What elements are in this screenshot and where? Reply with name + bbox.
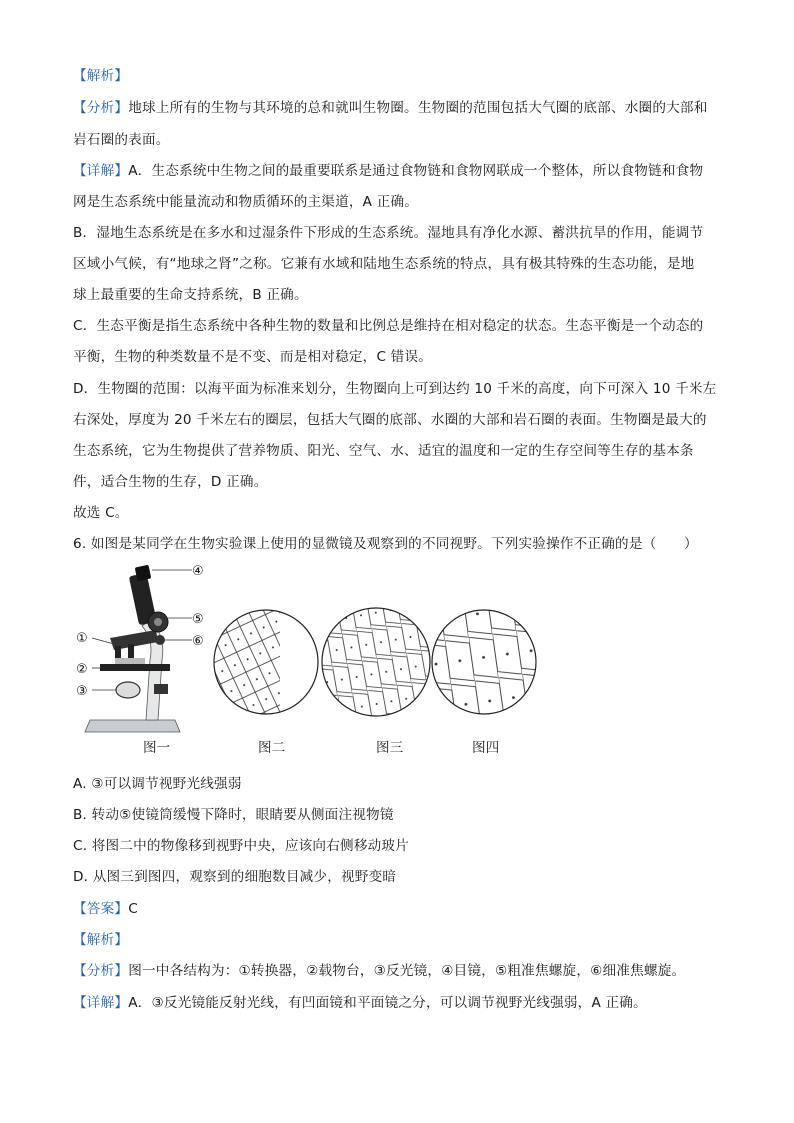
option-d-explain-2: 右深处，厚度为 20 千米左右的圈层，包括大气圈的底部、水圈的大部和岩石圈的表面。生物圈是最大的 xyxy=(73,412,707,428)
label-2: ② xyxy=(76,662,88,677)
fenxi-tag-1: 【分析】 xyxy=(73,100,129,116)
label-4: ④ xyxy=(192,564,204,579)
fenxi-paragraph-2 xyxy=(73,961,685,981)
xiangjie-text-2: A．③反光镜能反射光线，有凹面镜和平面镜之分，可以调节视野光线强弱，A 正确。 xyxy=(128,995,647,1011)
caption-figure-1: 图一 xyxy=(143,740,171,756)
option-b-explain-3: 球上最重要的生命支持系统，B 正确。 xyxy=(73,287,308,303)
xiangjie-a-text-1: A．生态系统中生物之间的最重要联系是通过食物链和食物网联成一个整体，所以食物链和食物 xyxy=(128,163,704,179)
field-of-view-2 xyxy=(200,600,318,730)
fenxi-tag-2: 【分析】 xyxy=(73,963,129,979)
option-d-explain-1: D．生物圈的范围：以海平面为标准来划分，生物圈向上可到达约 10 千米的高度，向下可深入 10 千米左 xyxy=(73,381,717,397)
field-of-view-3 xyxy=(320,605,432,720)
option-c: C. 将图二中的物像移到视野中央，应该向右侧移动玻片 xyxy=(73,838,409,854)
option-b: B. 转动⑤使镜筒缓慢下降时，眼睛要从侧面注视物镜 xyxy=(73,807,394,823)
answer-choose: 故选 C。 xyxy=(73,505,129,521)
daan-tag: 【答案】 xyxy=(73,901,129,917)
xiangjie-a-text-2: 网是生态系统中能量流动和物质循环的主渠道，A 正确。 xyxy=(73,194,419,210)
jiexi-heading-1: 【解析】 xyxy=(73,68,129,84)
xiangjie-paragraph-2 xyxy=(73,993,647,1013)
option-b-explain-2: 区域小气候，有“地球之肾”之称。它兼有水域和陆地生态系统的特点，具有极其特殊的生态功能，是地 xyxy=(73,256,695,272)
question-6-stem: 6. 如图是某同学在生物实验课上使用的显微镜及观察到的不同视野。下列实验操作不正确的是（ ） xyxy=(73,536,698,552)
microscope-illustration xyxy=(85,565,180,732)
fenxi-text-2: 图一中各结构为：①转换器，②载物台，③反光镜，④目镜，⑤粗准焦螺旋，⑥细准焦螺旋。 xyxy=(128,963,686,979)
microscope-figure xyxy=(70,560,550,760)
caption-figure-4: 图四 xyxy=(472,740,500,756)
label-3: ③ xyxy=(76,684,88,699)
caption-figure-3: 图三 xyxy=(376,740,404,756)
xiangjie-tag-2: 【详解】 xyxy=(73,995,129,1011)
answer-line xyxy=(73,899,138,919)
daan-value: C xyxy=(128,901,138,917)
label-1: ① xyxy=(76,631,88,646)
xiangjie-paragraph-1 xyxy=(73,161,703,181)
option-c-explain-1: C．生态平衡是指生态系统中各种生物的数量和比例总是维持在相对稳定的状态。生态平衡是一个动态的 xyxy=(73,318,704,334)
option-b-explain-1: B．湿地生态系统是在多水和过湿条件下形成的生态系统。湿地具有净化水源、蓄洪抗旱的作用，能调节 xyxy=(73,225,704,241)
option-d-explain-4: 件，适合生物的生存，D 正确。 xyxy=(73,474,268,490)
fenxi-text-1: 地球上所有的生物与其环境的总和就叫生物圈。生物圈的范围包括大气圈的底部、水圈的大部和 xyxy=(128,100,708,116)
xiangjie-tag-1: 【详解】 xyxy=(73,163,129,179)
option-a: A. ③可以调节视野光线强弱 xyxy=(73,776,242,792)
fenxi-text-1b: 岩石圈的表面。 xyxy=(73,132,170,148)
caption-figure-2: 图二 xyxy=(258,740,286,756)
jiexi-heading-2: 【解析】 xyxy=(73,932,129,948)
option-d-explain-3: 生态系统，它为生物提供了营养物质、阳光、空气、水、适宜的温度和一定的生存空间等生存的基本条 xyxy=(73,443,694,459)
option-c-explain-2: 平衡，生物的种类数量不是不变、而是相对稳定，C 错误。 xyxy=(73,349,433,365)
label-6: ⑥ xyxy=(192,634,204,649)
fenxi-paragraph-1 xyxy=(73,98,708,118)
label-5: ⑤ xyxy=(192,612,204,627)
field-of-view-4 xyxy=(430,608,540,718)
option-d: D. 从图三到图四，观察到的细胞数目减少，视野变暗 xyxy=(73,869,397,885)
